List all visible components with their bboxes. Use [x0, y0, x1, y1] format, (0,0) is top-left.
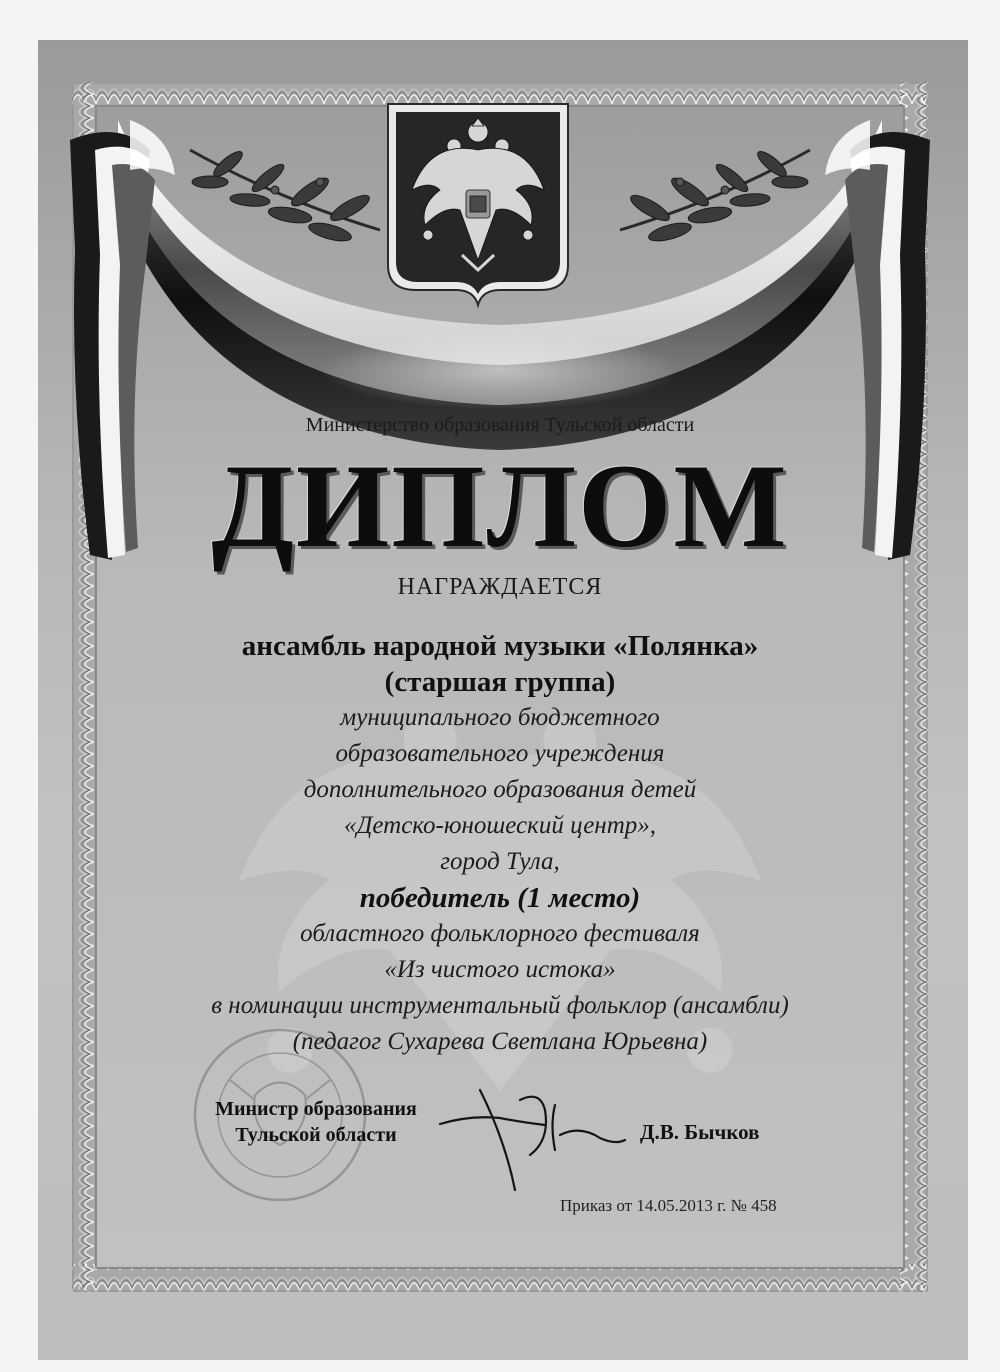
recipient-group: (старшая группа)	[384, 666, 616, 698]
recipient-city: город Тула,	[440, 848, 560, 875]
event-line-2: «Из чистого истока»	[384, 956, 616, 983]
award-body	[100, 628, 900, 1060]
signer-position-line-2: Тульской области	[235, 1124, 397, 1146]
signature-icon	[440, 1090, 625, 1190]
diploma-title: ДИПЛОМ	[211, 439, 789, 572]
recipient-org-line-4: «Детско-юношеский центр»,	[343, 812, 657, 839]
laurel-branch-left-icon	[190, 148, 380, 245]
award-place: победитель (1 место)	[359, 882, 641, 914]
issuer-heading: Министерство образования Тульской области	[305, 414, 695, 436]
signer-name: Д.В. Бычков	[640, 1120, 760, 1144]
order-reference: Приказ от 14.05.2013 г. № 458	[560, 1196, 777, 1215]
signer-position-line-1: Министр образования	[215, 1098, 417, 1120]
signer-position	[196, 1096, 436, 1148]
recipient-org-line-3: дополнительного образования детей	[303, 776, 697, 803]
recipient-org-line-1: муниципального бюджетного	[340, 704, 660, 731]
teacher: (педагог Сухарева Светлана Юрьевна)	[292, 1028, 708, 1055]
event-line-1: областного фольклорного фестиваля	[300, 920, 700, 947]
coat-of-arms-icon	[388, 104, 568, 305]
awarded-label: НАГРАЖДАЕТСЯ	[397, 574, 603, 600]
recipient-org-line-2: образовательного учреждения	[335, 740, 665, 767]
laurel-branch-right-icon	[620, 148, 810, 245]
recipient-name: ансамбль народной музыки «Полянка»	[241, 630, 759, 662]
nomination: в номинации инструментальный фольклор (ансамбли)	[211, 992, 789, 1019]
